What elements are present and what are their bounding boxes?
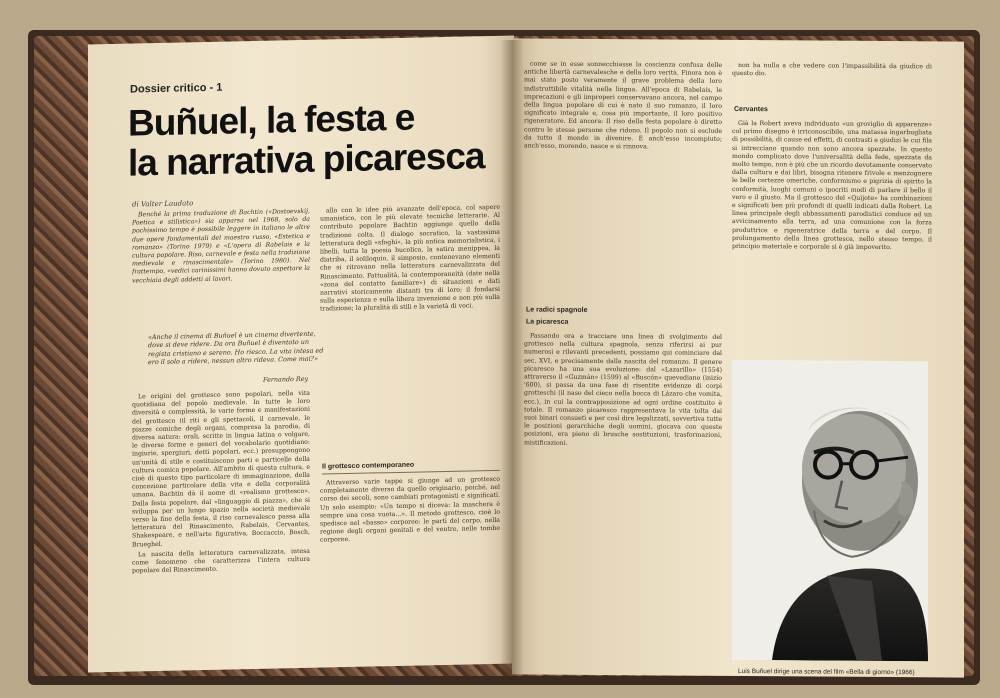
left-column-1 (132, 390, 310, 664)
book-gutter (500, 40, 524, 680)
subhead-radici: Le radici spagnole (526, 306, 588, 314)
bunuel-photo (732, 360, 928, 661)
subhead-picaresca: La picaresca (526, 318, 569, 326)
article-title (128, 96, 508, 184)
right-col1-paragraph: come se in esse sonnecchiasse la coscienza confusa delle antiche libertà carnevalesche e della loro verità. Finora non è mai stato posto veramente il grave problema della loro indistruttibile vitalità nella lingua. All'epoca di Rabelais, le imprecazioni e gli improperi conservavano ancora, nel campo della lingua popolare di cui è nato il suo romanzo, il loro significato integrale e, cosa più importante, il loro positivo rigeneratore. Ed ancora: Il riso della festa popolare è diretto contro le stesse persone che ridono. Il popolo non si esclude da tutto il mondo in divenire. E anch'esso incompiuto; anch'esso, morendo, nasce e si rinnova. (524, 60, 722, 151)
left-column-2 (320, 204, 500, 458)
left-footer-paragraph: La nascita della letteratura carnevalizzata, intesa come fenomeno che caratterizza l'intera cultura popolare del Rinascimento. (132, 547, 310, 575)
right-col1b-paragraph: Passando ora a tracciare una linea di svolgimento del grottesco nella cultura spagnola, senza riferirsi ai pur numerosi e rilevanti precedenti, possiamo qui cominciare dal sec. XVI, e precisamente dalla nascita del romanzo. Il genere picaresco ha una sua evoluzione: dal «Lazarillo» (1554) attraverso il «Guzmán» (1599) al «Buscón» quevediano (inizio '600), si passa da una fase di risentite evidenze di corpi grotteschi (il naso del cieco nella bocca di Lázaro che vomita, ecc.), in cui la contrapposizione ad ogni ordine costituito è totale. Il romanzo picaresco rappresentava la vita tolta dai suoi binari consueti e per così dire legalizzati, sovvertiva tutte le posizioni gerarchiche degli uomini, giocava con queste posizioni, era pieno di brusche sostituzioni, trasformazioni, mistificazioni. (524, 332, 722, 447)
quote-author: Fernando Rey (263, 374, 309, 384)
bunuel-portrait-illustration (732, 360, 928, 661)
right-column-2-top (732, 62, 932, 87)
right-column-1 (524, 61, 722, 298)
intro-paragraph: Benché la prima traduzione di Bachtin («Dostoevskij, Poetica e stilistica») sia apparsa nel 1968, solo da pochissimo tempo è possibile leggere in italiano le altre due opere fondamentali del maestro russo, «Estetica e romanzo» (Torino 1979) e «L'opera di Rabelais e la cultura popolare. Riso, carnevale e festa nella tradizione medievale e rinascimentale» (Torino 1980). Nel frattempo, «vedici carinissimi hanno dovuto aspettare la vecchiaia degli addetti ai lavori. (132, 207, 310, 285)
right-column-2 (732, 120, 932, 353)
left-column-2b (320, 476, 500, 660)
right-col2-top-paragraph: non ha nulla a che vedere con l'impassibilità da giudice di questo dio. (732, 62, 932, 78)
left-col2-paragraph: allo con le idee più avanzate dell'epoca, col sapere umanistico, con le più elevate tecniche letterarie. Al contributo popolare Bachtin aggiunge quello della tradizione colta. Il dialogo socratico, la vastissima letteratura degli «sfoghi», la più antica memorialistica, i libelli, tutta la poesia bucolica, la satira menippea, la diatriba, il soliloquio, il simposio, contenevano elementi che si ritrovano nella letteratura carnevalizzata del Rinascimento. Fattualità, la contemporaneità (date nella «zona del contatto familiare») di situazioni e dati narrativi storicamente distanti tra di loro; il fondarsi sulla esperienza e sulla libera invenzione e non più sulla tradizione; la pluralità di stili e la varietà di voci. (320, 203, 500, 314)
photo-caption: Luis Buñuel dirige una scena del film «Bella di giorno» (1966) (738, 668, 915, 677)
byline: di Valter Laudato (132, 199, 194, 209)
right-col2-paragraph: Già la Robert aveva individuato «un groviglio di apparenze» col primo disegno è irriconoscibile, una matassa ingarbugliata di possibilità, di cause ed effetti, di contrasti e giudizi le cui fila si intrecciano quando non sono ancora spezzate. In questo mondo complicato dove l'universalità della fede, spezzata da molto tempo, non è più che un ricordo devotamente conservato dalla cultura e dai libri, bisogna ritenere frivole e menzognere le belle certezze omeriche, conformismo e pigrizia di spirito la conformità, luoghi comuni o ipocriti modi di parlare il bello il vero e il giusto. Ma il grottesco del «Quijote» ha combinazioni e significati ben più profondi di quelli indicati dalla Robert. La linea principale degli abbassamenti parodistici conduce ad un avvicinamento alla terra, ad una comunione con la forza produttrice e rigeneratrice della terra e del corpo. Il prolungamento della linea grottesca, nello stesso tempo, il principio materiale e corporale si è già impoverito. (732, 120, 932, 252)
intro-text (132, 208, 310, 330)
pull-quote: «Anche il cinema di Buñuel è un cinema divertente, dove si deve ridere. Da ora Buñuel è diventato un regista cristiano e sereno. Ho riesco. La vita intesa ed ero il solo a ridere, nessun altro rideva. Come mai?» (148, 329, 324, 367)
right-page (512, 38, 964, 677)
subhead-rule (322, 470, 500, 475)
subhead-grottesco: Il grottesco contemporaneo (322, 461, 415, 471)
left-col1-paragraph: Le origini del grottesco sono popolari, nella vita quotidiana del popolo medievale. In tutte le loro diversità e complessità, le varie forme e manifestazioni del grottesco (il riti e gli spettacoli, il carnevale, le piazze comiche degli organi, compresa la parodia, di diversa natura: orali, scritte in lingua latina o volgare, le diverse forme e generi del vocabolario quotidiano: ingiurie, spergiuri, detti popolari, ecc.) presuppongono un'unità di stile e costituiscono parti e particelle della cultura comica popolare. All'ambito di questa cultura, e cioè di questo tipo particolare di immaginazione, della concezione particolare della vita e della corporalità umana, Bachtin dà il nome di «realismo grottesco». Dalla festa popolare, dal «linguaggio di piazza», che si sviluppa per un lungo spazio nella società medievale verso la fine della festa, il riso carnevalesco passa alla letteratura del Rinascimento, Rabelais, Cervantes, Shakespeare, e nell'arte figurativa, Boccaccio, Bosch, Brueghel. (132, 389, 310, 549)
subhead-cervantes: Cervantes (734, 105, 768, 114)
left-page (88, 36, 514, 673)
section-label: Dossier critico - 1 (130, 81, 223, 96)
title-line-1: Buñuel, la festa e (128, 96, 415, 144)
title-line-2: la narrativa picaresca (128, 135, 485, 184)
right-column-1b (524, 333, 722, 664)
left-col2b-paragraph: Attraverso varie tappe si giunge ad un grottesco completamente diverso da quello originario, poiché, nel corso dei secoli, sono cambiati protagonisti e significati. Un solo esempio: «Un tempo si diceva: la maschera è sempre una cosa vuota...». Il metodo grottesco, cioè lo spedisce nel «basso» corporeo: le parti del corpo, nella regione degli organi genitali e del ventre, nelle tombe corporee. (320, 475, 500, 545)
